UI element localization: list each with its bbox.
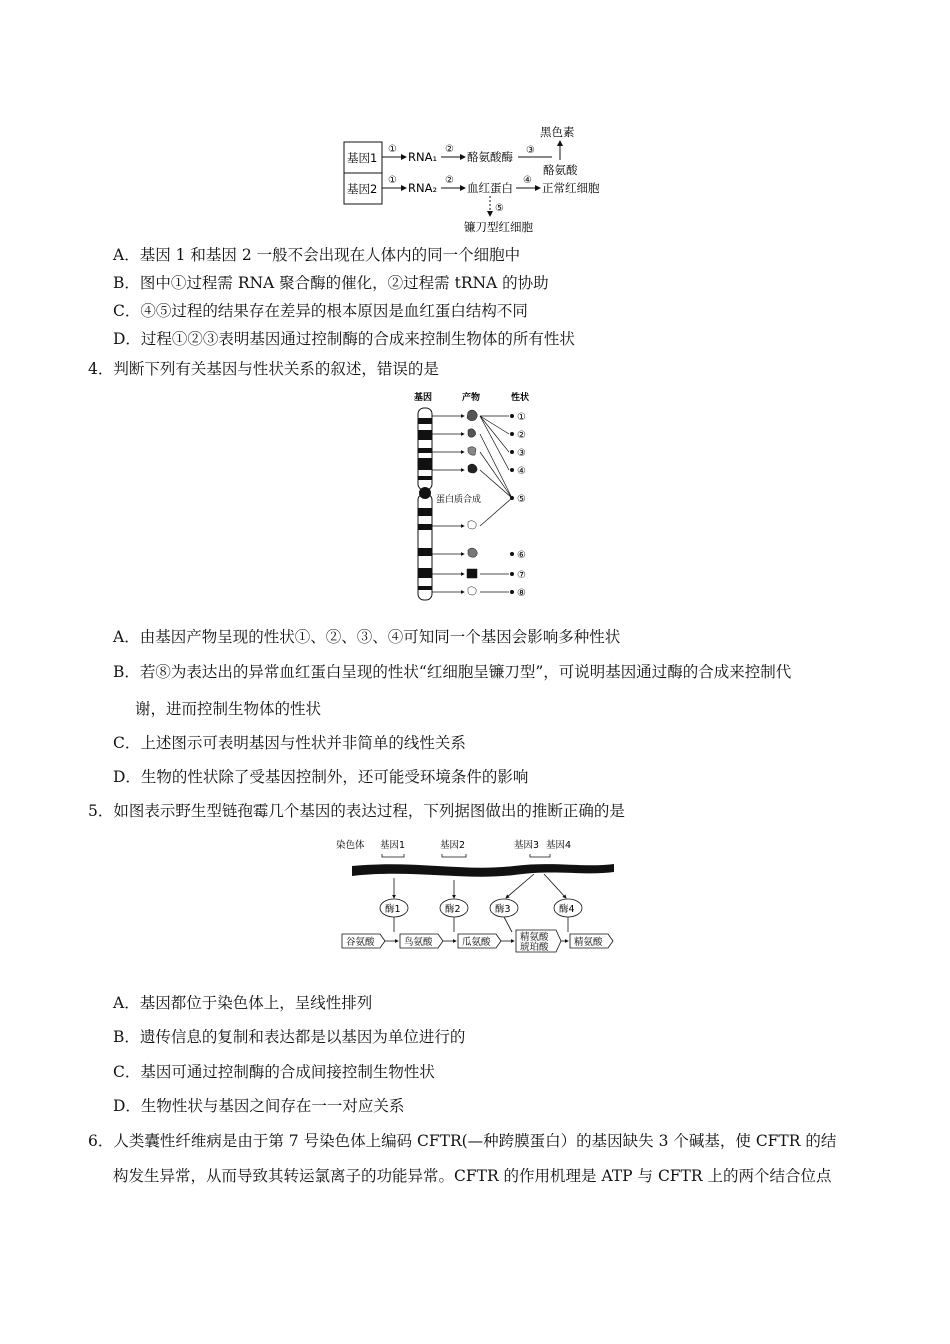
q5-option-a: A．基因都位于染色体上，呈线性排列 (113, 994, 373, 1012)
q6-line1: 6．人类囊性纤维病是由于第 7 号染色体上编码 CFTR(—种跨膜蛋白）的基因缺失 3 个碱基，使 CFTR 的结 (88, 1132, 837, 1150)
trait-7: ⑦ (517, 570, 526, 581)
tyrosine-label: 酪氨酸 (543, 163, 578, 177)
q6-line2: 构发生异常，从而导致其转运氯离子的功能异常。CFTR 的作用机理是 ATP 与 CFTR 上的两个结合位点 (113, 1167, 832, 1185)
trait-3: ③ (517, 448, 526, 459)
q5-option-c: C．基因可通过控制酶的合成间接控制生物性状 (113, 1063, 435, 1081)
rna1-label: RNA₁ (408, 150, 438, 164)
enzyme-4: 酶4 (559, 904, 575, 915)
step2-row2: ② (445, 175, 454, 186)
step1-row2: ① (388, 175, 397, 186)
gene2-fig3: 基因2 (440, 840, 466, 851)
gene2-label: 基因2 (347, 182, 378, 196)
q5-option-b: B．遗传信息的复制和表达都是以基因为单位进行的 (113, 1028, 466, 1046)
q4-option-a: A．由基因产物呈现的性状①、②、③、④可知同一个基因会影响多种性状 (113, 628, 621, 646)
trait-1: ① (517, 412, 526, 423)
gene4-fig3: 基因4 (546, 840, 572, 851)
product-arginine: 精氨酸 (574, 937, 603, 948)
q4-option-d: D．生物的性状除了受基因控制外，还可能受环境条件的影响 (113, 768, 529, 786)
step1-row1: ① (388, 144, 397, 155)
enzyme-3: 酶3 (495, 904, 511, 915)
normal-rbc-label: 正常红细胞 (542, 181, 600, 195)
product-citrulline: 瓜氨酸 (462, 937, 491, 948)
step4: ④ (523, 175, 532, 186)
enzyme-label: 酪氨酸酶 (467, 150, 513, 164)
figure-gene-trait (412, 390, 542, 605)
q4-stem: 4．判断下列有关基因与性状关系的叙述，错误的是 (88, 360, 439, 378)
enzyme-2: 酶2 (445, 904, 461, 915)
col-trait: 性状 (511, 393, 530, 403)
trait-5: ⑤ (517, 494, 526, 505)
gene1-fig3: 基因1 (380, 840, 406, 851)
product-argininosuccinate-2: 琥珀酸 (520, 942, 549, 953)
q5-option-d: D．生物性状与基因之间存在一一对应关系 (113, 1097, 405, 1115)
rna2-label: RNA₂ (408, 181, 438, 195)
step2-row1: ② (445, 144, 454, 155)
figure-gene-expression (340, 124, 620, 234)
chromosome-label: 染色体 (336, 840, 365, 851)
col-product: 产物 (462, 393, 481, 403)
protein-synthesis-label: 蛋白质合成 (436, 495, 482, 505)
trait-4: ④ (517, 466, 526, 477)
trait-6: ⑥ (517, 550, 526, 561)
q4-option-c: C．上述图示可表明基因与性状并非简单的线性关系 (113, 734, 466, 752)
enzyme-1: 酶1 (385, 904, 401, 915)
hemoglobin-label: 血红蛋白 (467, 181, 513, 195)
q4-option-b: B．若⑧为表达出的异常血红蛋白呈现的性状“红细胞呈镰刀型”，可说明基因通过酶的合成来控制代 (113, 663, 792, 681)
col-gene: 基因 (414, 393, 433, 403)
step3: ③ (526, 145, 535, 156)
step5: ⑤ (495, 203, 504, 214)
q5-stem: 5．如图表示野生型链孢霉几个基因的表达过程，下列据图做出的推断正确的是 (88, 802, 625, 820)
q3-option-b: B．图中①过程需 RNA 聚合酶的催化，②过程需 tRNA 的协助 (113, 274, 549, 292)
product-argininosuccinate-1: 精氨酸 (520, 932, 549, 943)
q3-option-c: C．④⑤过程的结果存在差异的根本原因是血红蛋白结构不同 (113, 302, 528, 320)
sickle-rbc-label: 镰刀型红细胞 (464, 220, 533, 234)
melanin-label: 黑色素 (540, 125, 575, 139)
q4-option-b-cont: 谢，进而控制生物体的性状 (135, 700, 322, 718)
q3-option-d: D．过程①②③表明基因通过控制酶的合成来控制生物体的所有性状 (113, 330, 575, 348)
product-glutamate: 谷氨酸 (346, 937, 375, 948)
gene3-fig3: 基因3 (514, 840, 540, 851)
trait-2: ② (517, 430, 526, 441)
figure-arginine-pathway (334, 834, 624, 959)
gene1-label: 基因1 (347, 151, 378, 165)
product-ornithine: 鸟氨酸 (404, 937, 433, 948)
trait-8: ⑧ (517, 588, 526, 599)
q3-option-a: A．基因 1 和基因 2 一般不会出现在人体内的同一个细胞中 (113, 246, 521, 264)
